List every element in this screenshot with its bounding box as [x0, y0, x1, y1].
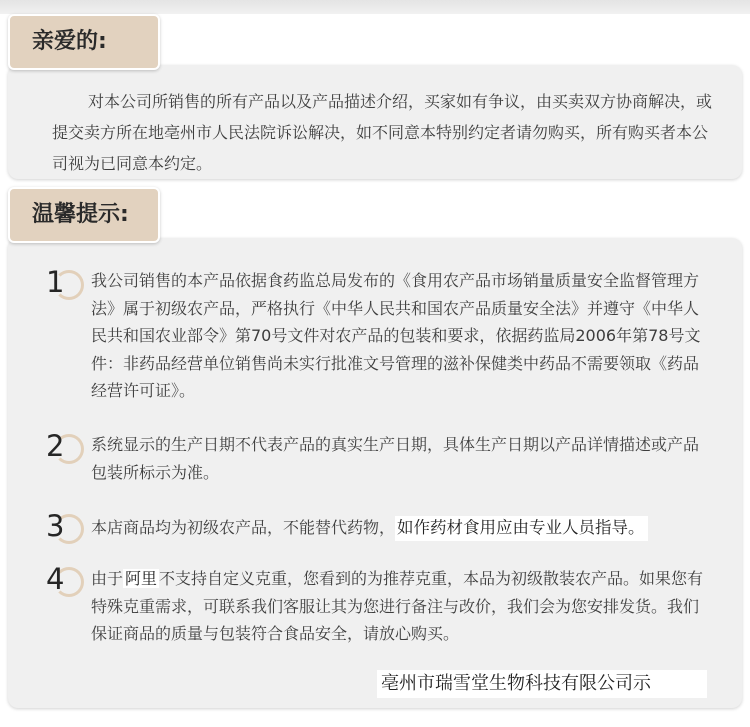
tip-text [91, 565, 711, 648]
company-signature: 亳州市瑞雪堂生物科技有限公司示 [377, 670, 707, 698]
tip-highlight: 如作药材食用应由专业人员指导。 [395, 516, 648, 541]
tip-number: 2 [46, 429, 65, 463]
tip-number-badge [44, 509, 82, 551]
tip-number-badge [44, 562, 82, 604]
tip-text-part: 由于 [91, 569, 124, 588]
tip-text [91, 514, 750, 542]
tip-text: 系统显示的生产日期不代表产品的真实生产日期，具体生产日期以产品详情描述或产品包装所标示为准。 [91, 435, 700, 482]
tip-number: 1 [46, 265, 65, 299]
tip-highlight: 阿里 [125, 569, 158, 588]
tip-number-badge [44, 429, 82, 471]
tip-number-badge [44, 265, 82, 307]
tip-text-part: 不支持自定义克重，您看到的为推荐克重，本品为初级散装农产品。如果您有特殊克重需求，可联系我们客服让其为您进行备注与改价，我们会为您安排发货。我们保证商品的质量与包装符合食品安全，请放心购买。 [91, 569, 704, 643]
notice-title: 亲爱的: [8, 14, 160, 70]
notice-body: 对本公司所销售的所有产品以及产品描述介绍，买家如有争议，由买卖双方协商解决，或提交卖方所在地亳州市人民法院诉讼解决，如不同意本特别约定者请勿购买，所有购买者本公司视为已同意本约定。 [52, 92, 713, 173]
tip-text: 我公司销售的本产品依据食药监总局发布的《食用农产品市场销量质量安全监督管理方法》属于初级农产品，严格执行《中华人民共和国农产品质量安全法》并遵守《中华人民共和国农业部令》第70号文件对农产品的包装和要求，依据药监局2006年第78号文件：非药品经营单位销售尚未实行批准文号管理的滋补保健类中药品不需要领取《药品经营许可证》。 [91, 271, 701, 400]
tip-text-part: 本店商品均为初级农产品，不能替代药物， [91, 518, 396, 537]
tip-number: 4 [46, 562, 65, 596]
tip-number: 3 [46, 509, 65, 543]
top-strip [0, 0, 750, 14]
tips-title: 温馨提示: [8, 187, 160, 243]
